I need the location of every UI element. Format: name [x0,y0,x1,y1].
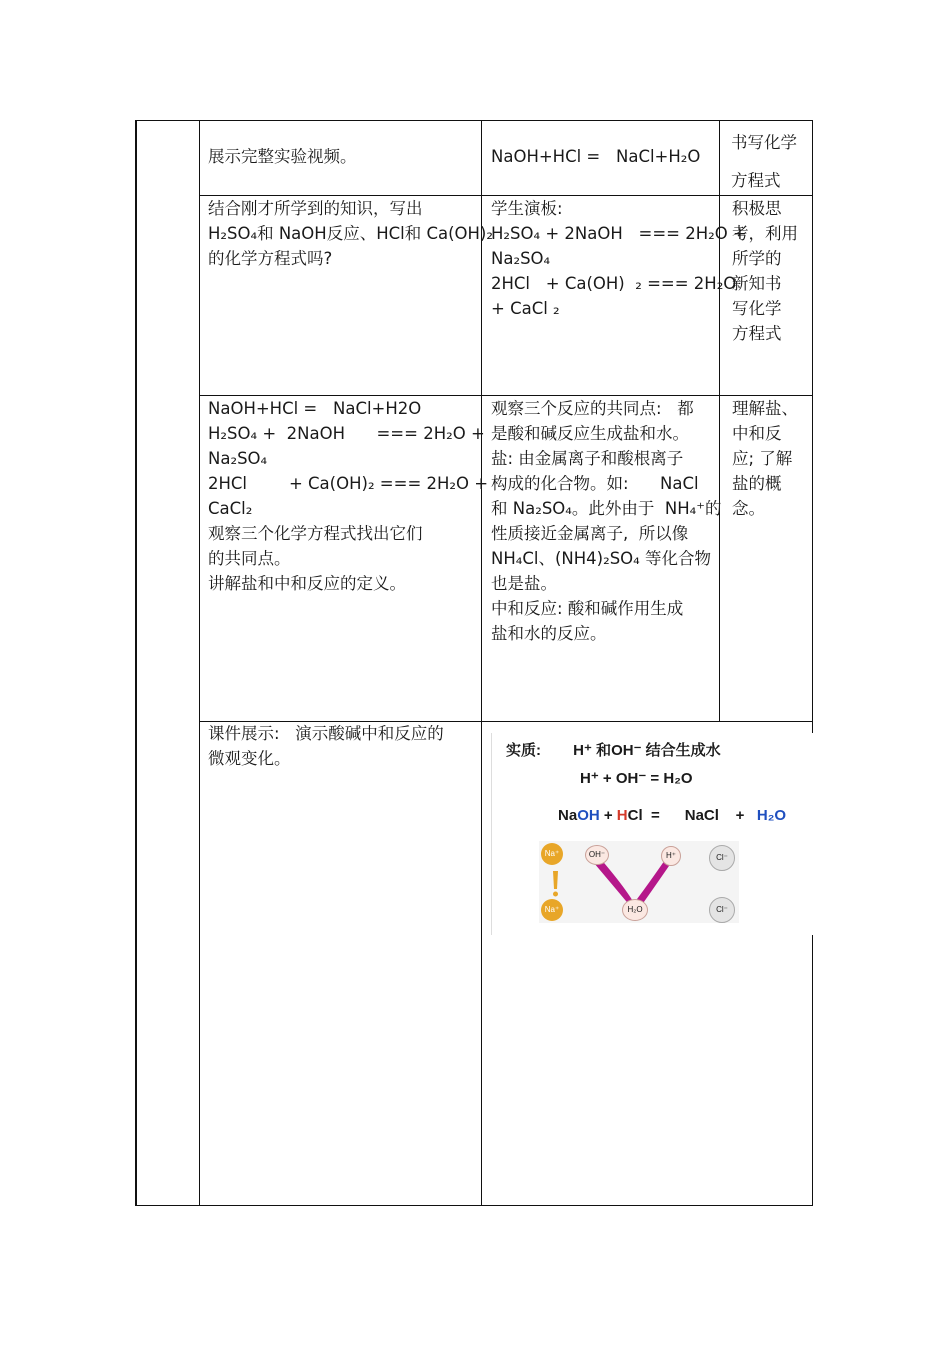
row3-student-cell [491,396,721,646]
row4-teacher-cell [208,721,444,771]
column-divider-1 [199,120,200,1206]
row2-teacher-cell [208,196,493,271]
text-line: 盐: 由金属离子和酸根离子 [491,449,684,468]
particle-h: H⁺ [661,846,681,866]
table-border-left [135,120,137,1206]
figure-title-text: H⁺ 和OH⁻ 结合生成水 [573,742,721,759]
text-line: 学生演板: [491,199,563,218]
particle-cl-top: Cl⁻ [709,845,735,871]
eq-products: = NaCl + [642,807,757,824]
particle-oh: OH⁻ [585,845,609,865]
text-line: 积极思 [732,199,782,218]
table-border-bottom [135,1205,813,1206]
text-line: 中和反应: 酸和碱作用生成 [491,599,684,618]
row1-intent-cell [731,124,797,200]
particle-cl-bottom: Cl⁻ [709,897,735,923]
text-line: 也是盐。 [491,574,557,593]
row1-teacher-cell [208,144,357,169]
row1-student-cell [491,144,700,169]
text-line: 2HCl + Ca(OH) ₂ === 2H₂O [491,274,737,293]
text-line: 念。 [732,499,765,518]
column-divider-2 [481,120,482,1206]
row3-intent-cell [732,396,798,521]
particle-na-bottom: Na⁺ [541,899,563,921]
eq-na: Na [558,807,578,824]
text-line: NaOH+HCl = NaCl+H₂O [491,147,701,166]
text-line: 性质接近金属离子, 所以像 [491,524,689,543]
text-line: 观察三个化学方程式找出它们 [208,524,423,543]
figure-title [506,739,721,760]
row2-intent-cell [732,196,798,346]
text-line: CaCl₂ [208,499,253,518]
text-line: + CaCl ₂ [491,299,560,318]
table-border-right [812,120,813,1206]
text-line: 盐和水的反应。 [491,624,607,643]
text-line: 讲解盐和中和反应的定义。 [208,574,406,593]
text-line: 盐的概 [732,474,782,493]
text-line: 展示完整实验视频。 [208,147,357,166]
text-line: H₂SO₄和 NaOH反应、HCl和 Ca(OH)₂ [208,224,493,243]
text-line: 所学的 [732,249,782,268]
text-line: 的化学方程式吗? [208,249,333,268]
text-line: H₂SO₄ + 2NaOH === 2H₂O + [491,224,747,243]
text-line: 中和反 [732,424,782,443]
text-line: Na₂SO₄ [491,249,551,268]
eq-water: H₂O [756,807,787,824]
text-line: 考，利用 [732,224,798,243]
eq-plus: + [599,807,617,824]
text-line: 2HCl + Ca(OH)₂ === 2H₂O + [208,474,489,493]
eq-h: H [616,807,628,824]
text-line: H₂SO₄ + 2NaOH === 2H₂O + [208,424,485,443]
text-line: NaOH+HCl = NaCl+H2O [208,399,422,418]
text-line: Na₂SO₄ [208,449,268,468]
text-line: 书写化学 [731,133,797,152]
text-line: 是酸和碱反应生成盐和水。 [491,424,689,443]
text-line: 观察三个反应的共同点: 都 [491,399,694,418]
text-line: 结合刚才所学到的知识，写出 [208,199,423,218]
text-line: 理解盐、 [732,399,798,418]
particle-diagram [539,841,739,923]
particle-water: H₂O [622,899,648,921]
text-line: 新知书 [732,274,782,293]
text-line: 的共同点。 [208,549,291,568]
eq-oh: OH [577,807,600,824]
text-line: 和 Na₂SO₄。此外由于 NH₄⁺的 [491,499,722,518]
chemical-equation [558,807,786,824]
table-border-top [135,120,813,121]
row2-student-cell [491,196,747,321]
text-line: NH₄Cl、(NH4)₂SO₄ 等化合物 [491,549,712,568]
text-line: 应; 了解 [732,449,793,468]
figure-title-label: 实质: [506,742,541,759]
text-line: 课件展示: 演示酸碱中和反应的 [208,724,444,743]
ionic-equation: H⁺ + OH⁻ = H₂O [580,770,693,787]
neutralization-figure [491,733,814,935]
text-line: 微观变化。 [208,749,291,768]
particle-na-top: Na⁺ [541,843,563,865]
text-line: 方程式 [731,171,781,190]
eq-cl: Cl [627,807,643,824]
text-line: 方程式 [732,324,782,343]
row3-teacher-cell [208,396,488,596]
text-line: 写化学 [732,299,782,318]
text-line: 构成的化合物。如: NaCl [491,474,699,493]
